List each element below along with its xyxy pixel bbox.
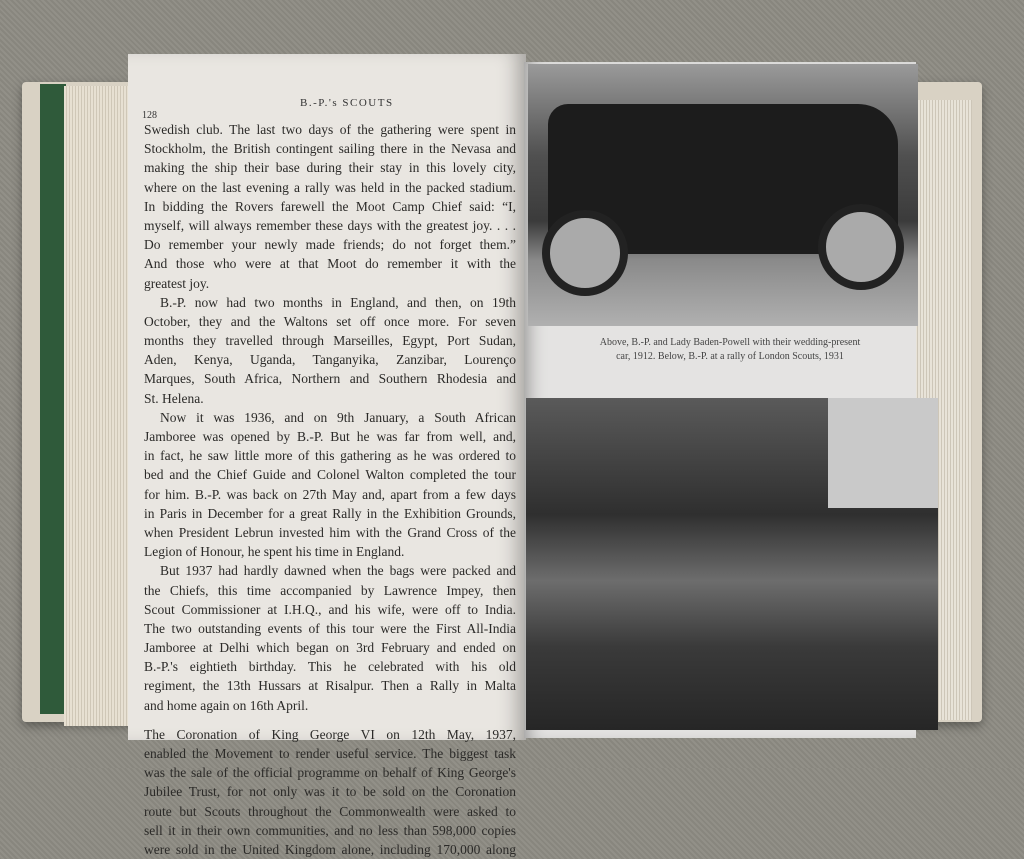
text-line: when President Lebrun invested him with the Grand Cross of the (144, 524, 516, 540)
caption-line: Above, B.-P. and Lady Baden-Powell with their wedding-present (599, 337, 861, 348)
body-text (144, 120, 516, 859)
book-spine (40, 84, 66, 714)
text-line: sell it in their own communities, and no less than 598,000 copies (144, 822, 516, 838)
text-line: for him. B.-P. was back on 27th May and, apart from a few days (144, 486, 516, 502)
caption-line: car, 1912. Below, B.-P. at a rally of London Scouts, 1931 (616, 351, 844, 362)
text-line: Now it was 1936, and on 9th January, a South African (160, 409, 516, 425)
text-line: in Paris in December for a great Rally in the Exhibition Grounds, (144, 505, 516, 521)
photo-caption (560, 336, 900, 364)
text-line: where on the last evening a rally was held in the packed stadium. (144, 179, 516, 195)
text-line: The Coronation of King George VI on 12th May, 1937, (144, 726, 516, 742)
text-line: But 1937 had hardly dawned when the bags were packed and (160, 563, 516, 579)
text-line: greatest joy. (144, 275, 210, 291)
text-line: Marques, South Africa, Northern and Southern Rhodesia and (144, 371, 516, 387)
text-line: B.-P.'s eightieth birthday. This he celebrated with his old (144, 659, 516, 675)
text-line: Stockholm, the British contingent sailing there in the Nevasa and (144, 141, 516, 157)
text-line: Jubilee Trust, for not only was it to be sold on the Coronation (144, 784, 516, 800)
text-line: in fact, he saw little more of this gathering as he was ordered to (144, 448, 516, 464)
text-line: route but Scouts throughout the Commonwealth were asked to (144, 803, 516, 819)
text-line: Jamboree was opened by B.-P. But he was far from well, and, (144, 429, 516, 444)
text-line: St. Helena. (144, 390, 204, 406)
text-line: B.-P. now had two months in England, and then, on 19th (160, 294, 516, 310)
photo-rally (526, 398, 938, 730)
text-line: And those who were at that Moot do remember it with the (144, 256, 516, 272)
running-head: B.-P.'s SCOUTS (300, 97, 394, 109)
text-line: Swedish club. The last two days of the gathering were spent in (144, 122, 516, 137)
photo-car (528, 64, 918, 326)
car-wheel (542, 210, 628, 296)
text-line: were sold in the United Kingdom alone, including 170,000 along (144, 841, 516, 857)
text-line: In bidding the Rovers farewell the Moot Camp Chief said: “I, (144, 198, 516, 214)
section-gap (144, 715, 516, 725)
text-line: Scout Commissioner at I.H.Q., and his wife, were off to India. (144, 601, 516, 617)
text-line: Do remember your newly made friends; do not forget them.” (144, 237, 516, 253)
text-line: the Chiefs, this time accompanied by Lawrence Impey, then (144, 582, 516, 598)
text-line: Jamboree at Delhi which began on 3rd February and ended on (144, 640, 516, 656)
text-line: The two outstanding events of this tour were the First All-India (144, 620, 516, 636)
text-line: regiment, the 13th Hussars at Risalpur. Then a Rally in Malta (144, 678, 516, 694)
text-line: Legion of Honour, he spent his time in England. (144, 544, 405, 560)
page-edges-left (64, 86, 134, 726)
text-line: October, they and the Waltons set off once more. For seven (144, 313, 516, 329)
text-line: months they travelled through Marseilles, Egypt, Port Sudan, (144, 333, 516, 349)
text-line: and home again on 16th April. (144, 697, 309, 713)
car-wheel (818, 204, 904, 290)
text-line: making the ship their base during their stay in this lovely city, (144, 160, 516, 176)
text-line: enabled the Movement to render useful service. The biggest task (144, 746, 516, 761)
text-line: Aden, Kenya, Uganda, Tanganyika, Zanzibar, Lourenço (144, 352, 516, 368)
text-line: was the sale of the official programme on behalf of King George's (144, 765, 516, 781)
text-line: myself, will always remember these days with the greatest joy. . . . (144, 217, 516, 233)
sky-area (828, 398, 938, 508)
page-number: 128 (142, 110, 157, 121)
text-line: bed and the Chief Guide and Colonel Walton completed the tour (144, 467, 516, 483)
